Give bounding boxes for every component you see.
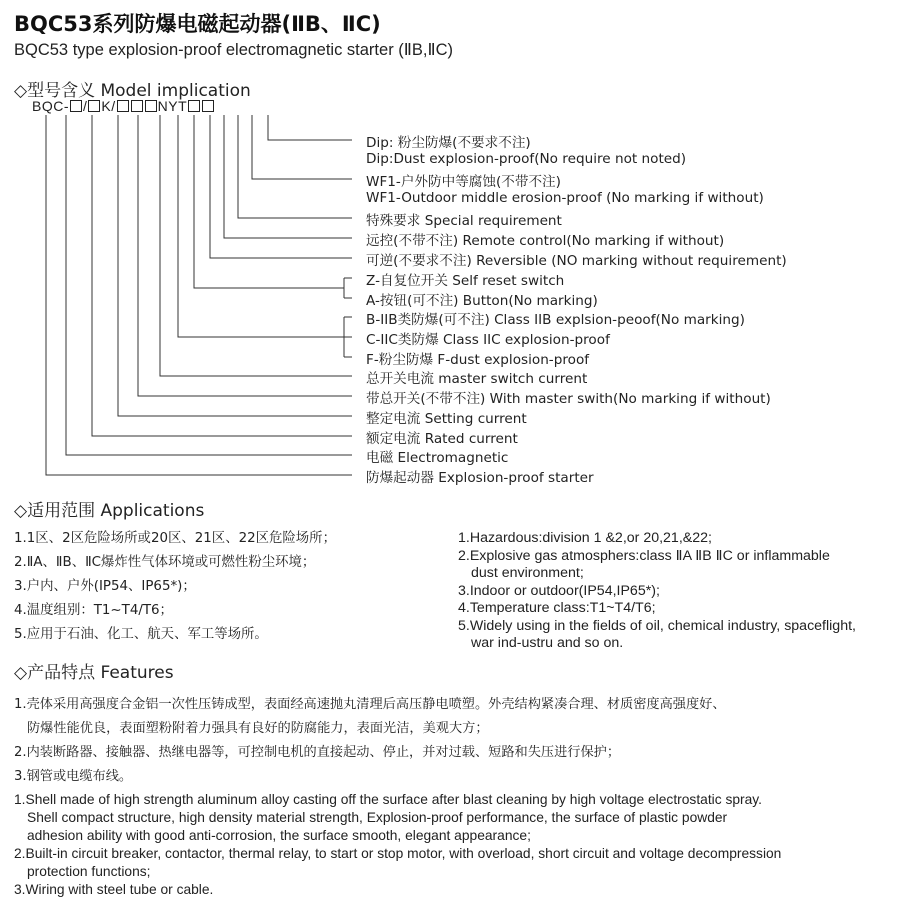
- model-line-dip-en: Dip:Dust explosion-proof(No require not noted): [366, 151, 687, 167]
- list-item: 2.Built-in circuit breaker, contactor, thermal relay, to start or stop motor, with overload, short circuit and voltage decompression: [14, 846, 782, 861]
- list-item: 2.ⅡA、ⅡB、ⅡC爆炸性气体环境或可燃性粉尘环境；: [14, 555, 316, 570]
- list-item: 2.内装断路器、接触器、热继电器等，可控制电机的直接起动、停止，并对过载、短路和失压进行保护；: [14, 745, 621, 760]
- model-line-remote: 远控(不带不注) Remote control(No marking if without): [366, 233, 725, 249]
- page-subtitle: BQC53 type explosion-proof electromagnetic starter (ⅡB,ⅡC): [14, 41, 454, 59]
- code-prefix: BQC-: [32, 98, 69, 114]
- applications-en-list: [458, 530, 856, 653]
- model-line-electromagnetic: 电磁 Electromagnetic: [366, 450, 509, 466]
- list-item: 1.Hazardous:division 1 &2,or 20,21,&22;: [458, 530, 712, 546]
- page-title: BQC53系列防爆电磁起动器(ⅡB、ⅡC): [14, 12, 381, 36]
- list-item: 防爆性能优良，表面塑粉附着力强具有良好的防腐能力，表面光洁，美观大方；: [27, 721, 489, 736]
- code-k: K/: [101, 98, 116, 114]
- model-line-c: C-IIC类防爆 Class IIC explosion-proof: [366, 332, 610, 348]
- model-line-wf1-en: WF1-Outdoor middle erosion-proof (No marking if without): [366, 190, 764, 206]
- code-nyt: NYT: [157, 98, 188, 114]
- model-line-reversible: 可逆(不要求不注) Reversible (NO marking without requirement): [366, 253, 787, 269]
- model-line-master-switch: 带总开关(不带不注) With master swith(No marking if without): [366, 391, 771, 407]
- code-sep: /: [83, 98, 88, 114]
- applications-heading: ◇适用范围 Applications: [14, 501, 205, 521]
- model-line-z: Z-自复位开关 Self reset switch: [366, 273, 565, 289]
- list-item: adhesion ability with good anti-corrosion, the surface smooth, elegant appearance;: [27, 828, 531, 843]
- features-heading: ◇产品特点 Features: [14, 663, 174, 683]
- model-line-starter: 防爆起动器 Explosion-proof starter: [366, 470, 594, 486]
- model-line-f: F-粉尘防爆 F-dust explosion-proof: [366, 352, 590, 368]
- list-item: 3.Indoor or outdoor(IP54,IP65*);: [458, 582, 660, 599]
- list-item: 3.Wiring with steel tube or cable.: [14, 882, 214, 897]
- list-item: 1.壳体采用高强度合金铝一次性压铸成型，表面经高速抛丸清理后高压静电喷塑。外壳结构紧凑合理、材质密度高强度好、: [14, 697, 726, 712]
- list-item: 5.应用于石油、化工、航天、军工等场所。: [14, 627, 268, 642]
- features-en-list: [14, 791, 781, 899]
- model-line-dip-cn: Dip: 粉尘防爆(不要求不注): [366, 135, 531, 151]
- model-line-a: A-按钮(可不注) Button(No marking): [366, 293, 598, 309]
- list-item: 2.Explosive gas atmosphers:class ⅡA ⅡB ⅡC or inflammable: [458, 547, 830, 564]
- model-line-wf1-cn: WF1-户外防中等腐蚀(不带不注): [366, 174, 561, 190]
- list-item: 5.Widely using in the fields of oil, chemical industry, spaceflight,: [458, 617, 856, 634]
- model-heading: ◇型号含义 Model implication: [14, 81, 251, 101]
- model-line-master-current: 总开关电流 master switch current: [366, 371, 588, 387]
- list-item: dust environment;: [471, 565, 584, 581]
- model-line-rated: 额定电流 Rated current: [366, 431, 518, 447]
- list-item: 1.Shell made of high strength aluminum alloy casting off the surface after blast cleaning by high voltage electrostatic spray.: [14, 792, 763, 807]
- list-item: 3.钢管或电缆布线。: [14, 769, 133, 784]
- model-line-b: B-IIB类防爆(可不注) Class IIB explsion-peoof(No marking): [366, 312, 745, 328]
- list-item: protection functions;: [27, 864, 151, 879]
- list-item: Shell compact structure, high density material strength, Explosion-proof performance, the surface of plastic powder: [27, 810, 728, 825]
- features-cn-list: [14, 693, 726, 789]
- list-item: 4.温度组别：T1~T4/T6；: [14, 603, 173, 618]
- list-item: 4.Temperature class:T1~T4/T6;: [458, 600, 656, 616]
- list-item: 3.户内、户外(IP54、IP65*)；: [14, 579, 196, 594]
- list-item: war ind-ustru and so on.: [471, 635, 624, 651]
- applications-cn-list: [14, 530, 336, 650]
- model-line-special: 特殊要求 Special requirement: [366, 213, 562, 229]
- model-line-setting: 整定电流 Setting current: [366, 411, 527, 427]
- list-item: 1.1区、2区危险场所或20区、21区、22区危险场所；: [14, 531, 336, 546]
